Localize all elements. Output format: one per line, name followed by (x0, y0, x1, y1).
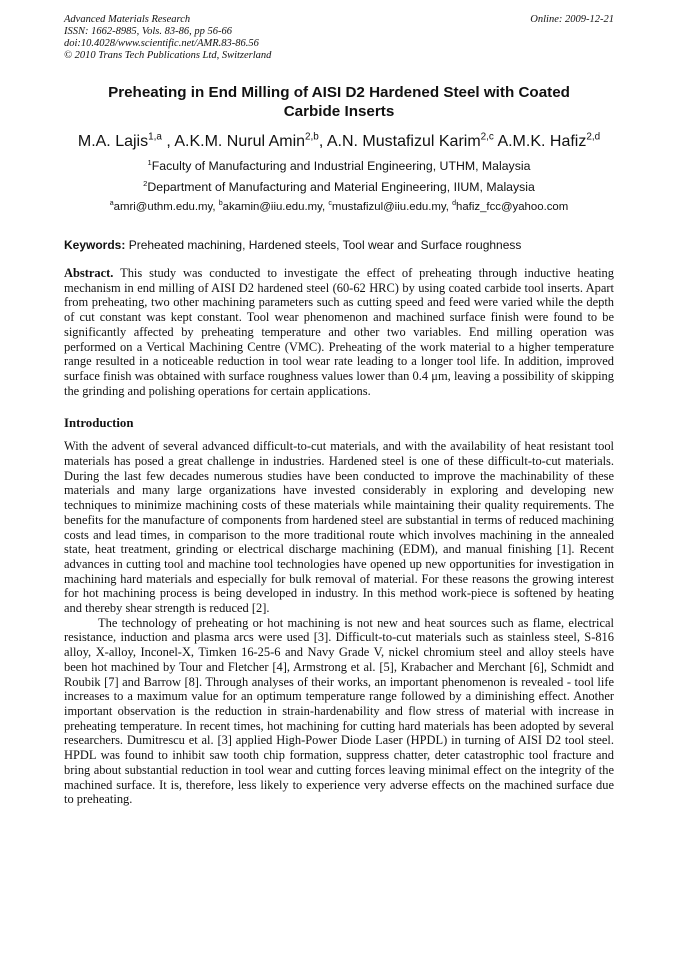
affiliation-1 (64, 159, 614, 173)
author: M.A. Lajis (77, 133, 149, 150)
introduction-paragraph: The technology of preheating or hot machining is not new and heat sources such as flame, electrical resistance, induction and plasma arcs were used [3]. Difficult-to-cut materials such as stainless steel, S-816 alloy, X-alloy, Inconel-X, Timken 16-25-6 and Navy Grade V, nickel chromium steel and alloy steels have been hot machined by Tour and Fletcher [4], Armstrong et al. [5], Krabacher and Merchant [6], Schmidt and Roubik [7] and Barrow [8]. Through analyses of their works, an important phenomenon is revealed - tool life increases to a maximum value for an optimum temperature range followed by a diminishing effect. Another important observation is the reduction in strain-hardenability and flow stress of material with increase in preheating temperature. In recent times, hot machining for cutting hard materials has been adopted by several researchers. Dumitrescu et al. [3] applied High-Power Diode Laser (HPDL) in turning of AISI D2 tool steel. HPDL was found to inhibit saw tooth chip formation, suppress chatter, deter catastrophic tool fracture and bring about substantial reduction in tool wear and cutting forces leaving minimal effect on the integrity of the machined surface. It is, therefore, less likely to experience very adverse effects on the machined surface due to preheating. (64, 615, 614, 807)
email-address[interactable]: hafiz_fcc@yahoo.com (456, 201, 569, 213)
online-date: Online: 2009-12-21 (530, 14, 614, 25)
affiliation-superscript: 1 (147, 157, 152, 167)
keywords-line (64, 238, 614, 252)
doi-line: doi:10.4028/www.scientific.net/AMR.83-86.56 (64, 38, 259, 49)
author-separator: , (161, 133, 175, 150)
issn-line: ISSN: 1662-8985, Vols. 83-86, pp 56-66 (64, 26, 232, 37)
journal-header (64, 14, 614, 62)
email-superscript: b (218, 200, 223, 208)
author-superscript: 2,b (305, 131, 319, 143)
author: A.N. Mustafizul Karim (326, 133, 481, 150)
email-list (64, 201, 614, 213)
email-superscript: a (109, 200, 114, 208)
copyright-line: © 2010 Trans Tech Publications Ltd, Switzerland (64, 50, 272, 61)
keywords-text: Preheated machining, Hardened steels, Tool wear and Surface roughness (125, 238, 522, 252)
affiliation-text: Department of Manufacturing and Material Engineering, IIUM, Malaysia (147, 180, 535, 194)
author-separator: , (318, 133, 327, 150)
email-superscript: d (452, 200, 457, 208)
introduction-paragraph: With the advent of several advanced difficult-to-cut materials, and with the availability of heat resistant tool materials has posed a great challenge in industries. Hardened steel is one of these difficult-to-cut materials. During the last few decades numerous studies have been conducted to improve the machinability of these materials and many large organizations have invested considerably in exploring and developing new techniques to minimize machining costs of these materials while maintaining their quality requirements. The benefits for the manufacture of components from hardened steel are substantial in terms of reduced machining costs and lead times, in comparison to the more traditional route which involves machining in the annealed state, heat treatment, grinding or electrical discharge machining (EDM), and manual finishing [1]. Recent advances in cutting tool and machine tool technologies have opened up new opportunities for investigation in machining hard materials and especially for bulk removal of material. For these reasons the growing interest for hot machining process is being developed in industry. In this method work-piece is softened by heating and thereby shear strength is reduced [2]. (64, 439, 614, 616)
author-superscript: 1,a (148, 131, 162, 143)
affiliation-2 (64, 180, 614, 194)
author-superscript: 2,c (480, 131, 494, 143)
email-address[interactable]: akamin@iiu.edu.my, (222, 201, 329, 213)
affiliation-text: Faculty of Manufacturing and Industrial Engineering, UTHM, Malaysia (151, 159, 531, 173)
abstract-label: Abstract. (64, 266, 114, 280)
email-superscript: c (328, 200, 332, 208)
keywords-label: Keywords: (64, 238, 126, 252)
author: A.M.K. Hafiz (497, 133, 587, 150)
paper-title: Preheating in End Milling of AISI D2 Hardened Steel with Coated Carbide Inserts (108, 84, 570, 120)
author: A.K.M. Nurul Amin (174, 133, 306, 150)
journal-name: Advanced Materials Research (64, 14, 191, 25)
email-address[interactable]: amri@uthm.edu.my, (113, 201, 219, 213)
email-address[interactable]: mustafizul@iiu.edu.my, (331, 201, 453, 213)
abstract (64, 266, 614, 398)
introduction-heading: Introduction (64, 416, 134, 431)
author-superscript: 2,d (586, 131, 601, 143)
abstract-text: This study was conducted to investigate the effect of preheating through inductive heating mechanism in end milling of AISI D2 hardened steel (60-62 HRC) by using coated carbide tool inserts. Apart from preheating, two other machining parameters such as cutting speed and feed were varied while the depth of cut constant was kept constant. Tool wear phenomenon and machined surface finish were found to be significantly affected by preheating temperature and other two variables. End milling operation was performed on a Vertical Machining Centre (VMC). Preheating of the work material to a higher temperature range resulted in a noticeable reduction in tool wear rate leading to a longer tool life. In addition, improved surface finish was obtained with surface roughness values lower than 0.4 μm, leaving a possibility of skipping the grinding and polishing operations for certain applications. (64, 266, 614, 398)
author-list (64, 133, 614, 151)
affiliation-superscript: 2 (143, 178, 148, 188)
